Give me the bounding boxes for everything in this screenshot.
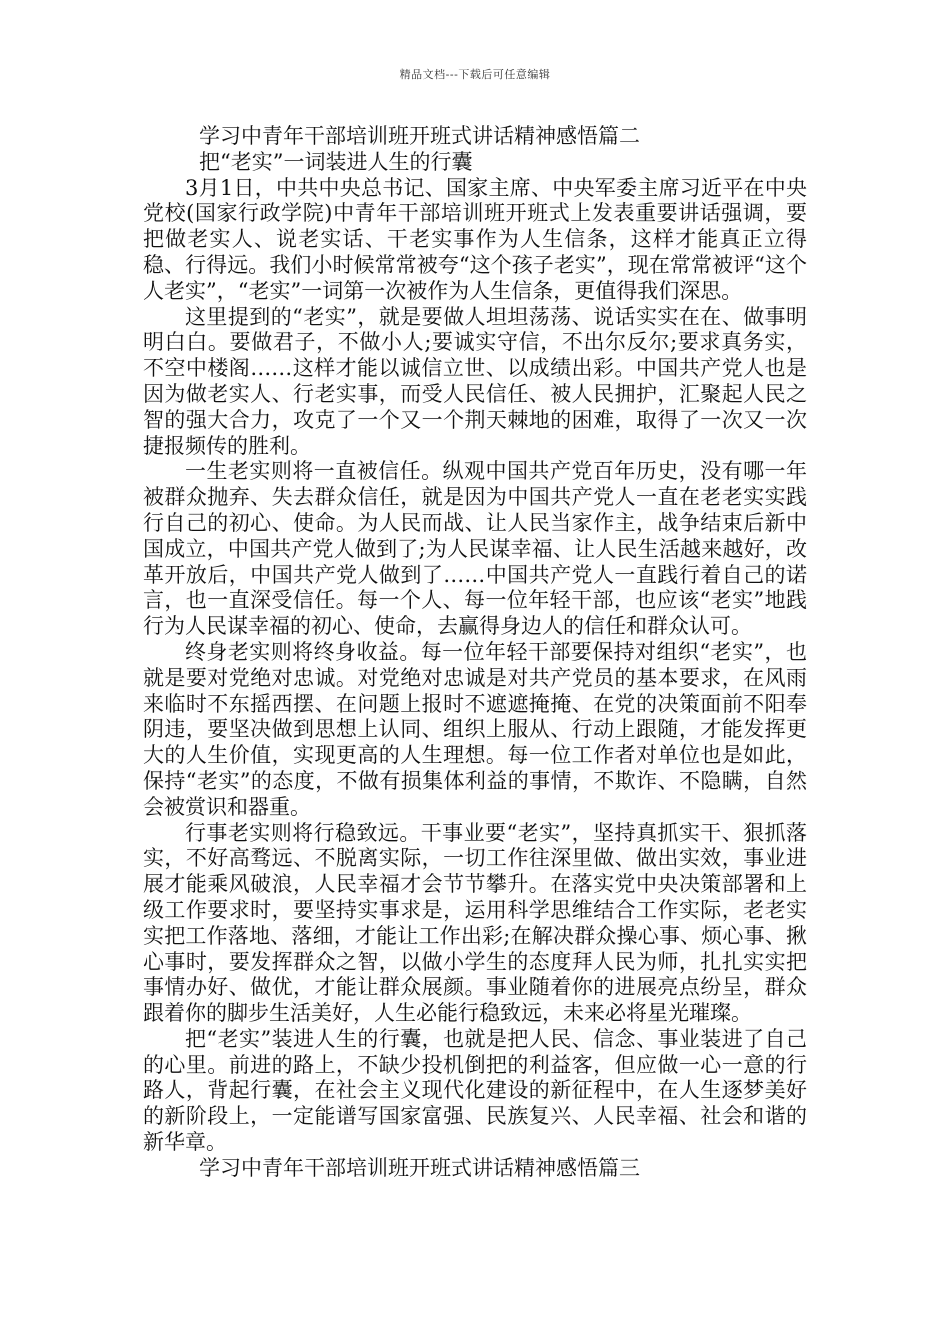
section-title-part3: 学习中青年干部培训班开班式讲话精神感悟篇三 — [199, 1155, 640, 1180]
paragraph: 把“老实”装进人生的行囊，也就是把人民、信念、事业装进了自己的心里。前进的路上，不缺少投机倒把的利益客，但应做一心一意的行路人，背起行囊，在社会主义现代化建设的新征程中，在人生逐梦美好的新阶段上，一定能谱写国家富强、民族复兴、人民幸福、社会和谐的新华章。 — [143, 1026, 807, 1155]
section-title-part2: 学习中青年干部培训班开班式讲话精神感悟篇二 — [199, 124, 640, 148]
paragraph: 一生老实则将一直被信任。纵观中国共产党百年历史，没有哪一年被群众抛弃、失去群众信任，就是因为中国共产党人一直在老老实实践行自己的初心、使命。为人民而战、让人民当家作主，战争结束后新中国成立，中国共产党人做到了;为人民谋幸福、让人民生活越来越好，改革开放后，中国共产党人做到了……中国共产党人一直践行着自己的诺言，也一直深受信任。每一个人、每一位年轻干部，也应该“老实”地践行为人民谋幸福的初心、使命，去赢得身边人的信任和群众认可。 — [143, 459, 807, 639]
section-subtitle-part2: 把“老实”一词装进人生的行囊 — [199, 149, 473, 174]
paragraph: 终身老实则将终身收益。每一位年轻干部要保持对组织“老实”，也就是要对党绝对忠诚。对党绝对忠诚是对共产党员的基本要求，在风雨来临时不东摇西摆、在问题上报时不遮遮掩掩、在党的决策面前不阳奉阴违，要坚决做到思想上认同、组织上服从、行动上跟随，才能发挥更大的人生价值，实现更高的人生理想。每一位工作者对单位也是如此，保持“老实”的态度，不做有损集体利益的事情，不欺诈、不隐瞒，自然会被赏识和器重。 — [143, 639, 807, 819]
paragraph: 3月1日，中共中央总书记、国家主席、中央军委主席习近平在中央党校(国家行政学院)中青年干部培训班开班式上发表重要讲话强调，要把做老实人、说老实话、干老实事作为人生信条，这样才能真正立得稳、行得远。我们小时候常常被夸“这个孩子老实”，现在常常被评“这个人老实”，“老实”一词第一次被作为人生信条，更值得我们深思。 — [143, 175, 807, 303]
document-body — [143, 124, 807, 1182]
page-header: 精品文档---下载后可任意编辑 — [399, 68, 551, 81]
paragraph: 这里提到的“老实”，就是要做人坦坦荡荡、说话实实在在、做事明明白白。要做君子，不做小人;要诚实守信，不出尔反尔;要求真务实，不空中楼阁……这样才能以诚信立世、以成绩出彩。中国共产党人也是因为做老实人、行老实事，而受人民信任、被人民拥护，汇聚起人民之智的强大合力，攻克了一个又一个荆天棘地的困难，取得了一次又一次捷报频传的胜利。 — [143, 304, 807, 458]
paragraph: 行事老实则将行稳致远。干事业要“老实”，坚持真抓实干、狠抓落实，不好高骛远、不脱离实际，一切工作往深里做、做出实效，事业进展才能乘风破浪，人民幸福才会节节攀升。在落实党中央决策部署和上级工作要求时，要坚持实事求是，运用科学思维结合工作实际，老老实实把工作落地、落细，才能让工作出彩;在解决群众操心事、烦心事、揪心事时，要发挥群众之智，以做小学生的态度拜人民为师，扎扎实实把事情办好、做优，才能让群众展颜。事业随着你的进展亮点纷呈，群众跟着你的脚步生活美好，人生必能行稳致远，未来必将星光璀璨。 — [143, 820, 807, 1026]
